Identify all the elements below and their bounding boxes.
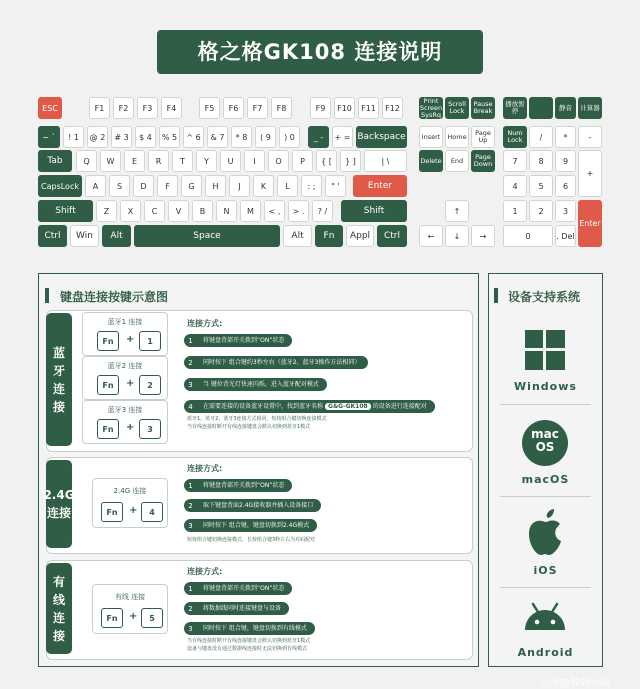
wireless-title: 2.4G 连接 <box>113 487 147 495</box>
key-tab: Tab <box>38 150 72 172</box>
os-android-label: Android <box>517 646 574 659</box>
bt1-title: 蓝牙1 连接 <box>107 318 143 326</box>
bt1-num-key: 1 <box>139 331 161 351</box>
os-separator-1 <box>500 404 591 405</box>
key-semicolon: : ; <box>301 175 322 197</box>
key-b: B <box>192 200 213 222</box>
wired-num-key: 5 <box>141 608 163 628</box>
key-num-7: 7 <box>503 150 527 172</box>
key-play-pause: 播放暂停 <box>503 97 527 119</box>
bt-method-title: 连接方式: <box>187 319 223 328</box>
wired-step-3: 3 同时按下 组合键，键盘切换到有线模式 <box>184 621 315 636</box>
key-f12: F12 <box>382 97 403 119</box>
key-scroll-lock: Scroll Lock <box>445 97 469 119</box>
os-separator-3 <box>500 587 591 588</box>
key-i: I <box>244 150 265 172</box>
key-arrow-up: ↑ <box>445 200 469 222</box>
wireless-method-title: 连接方式: <box>187 464 223 473</box>
key-shift-left: Shift <box>38 200 93 222</box>
page-title: 格之格GK108 连接说明 <box>157 30 483 74</box>
key-quote: " ' <box>325 175 346 197</box>
wired-step-1: 1 将键盘背部开关拨到“ON”状态 <box>184 581 315 596</box>
key-ctrl-right: Ctrl <box>377 225 407 247</box>
key-space: Space <box>134 225 280 247</box>
os-macos-label: macOS <box>521 473 570 486</box>
macos-icon: mac OS <box>522 420 568 466</box>
header-bar <box>45 288 49 303</box>
key-f8: F8 <box>271 97 292 119</box>
bt-device-name: G&G-GK108 <box>325 403 371 410</box>
key-f9: F9 <box>310 97 331 119</box>
bt2-title: 蓝牙2 连接 <box>107 362 143 370</box>
wireless-plus: + <box>129 505 138 516</box>
android-icon <box>523 600 567 632</box>
key-num-2: 2 <box>529 200 553 222</box>
key-x: X <box>120 200 141 222</box>
key-h: H <box>205 175 226 197</box>
key-num-4: 4 <box>503 175 527 197</box>
bt3-fn-key: Fn <box>97 419 119 439</box>
key-fn: Fn <box>315 225 343 247</box>
wired-plus: + <box>129 611 138 622</box>
key-alt-left: Alt <box>102 225 131 247</box>
key-comma: < , <box>264 200 285 222</box>
os-windows-label: Windows <box>514 380 577 393</box>
key-enter: Enter <box>353 175 407 197</box>
key-d: D <box>133 175 154 197</box>
keyboard <box>0 0 640 260</box>
wireless-num-key: 4 <box>141 502 163 522</box>
key-a: A <box>85 175 106 197</box>
key-p: P <box>292 150 313 172</box>
key-f7: F7 <box>247 97 268 119</box>
key-num-3: 3 <box>555 200 576 222</box>
key-f10: F10 <box>334 97 355 119</box>
key-f2: F2 <box>113 97 134 119</box>
key-v: V <box>168 200 189 222</box>
bt2-plus: + <box>126 378 135 389</box>
key-num-plus: + <box>578 150 602 197</box>
key-num-del: . Del <box>555 225 576 247</box>
wireless-steps <box>184 478 321 533</box>
wireless-step-2: 2 取下键盘背面2.4G接收器并插入设备接口 <box>184 498 321 513</box>
key-t: T <box>172 150 193 172</box>
key-6: ^ 6 <box>183 126 204 148</box>
key-num-multiply: * <box>555 126 576 148</box>
key-f1: F1 <box>89 97 110 119</box>
os-ios-label: iOS <box>533 564 558 577</box>
wireless-step-1: 1 将键盘背部开关拨到“ON”状态 <box>184 478 321 493</box>
key-calculator: 计算器 <box>578 97 602 119</box>
wired-step-2: 2 将数据线同时连接键盘与设备 <box>184 601 315 616</box>
key-num-6: 6 <box>555 175 576 197</box>
key-k: K <box>253 175 274 197</box>
key-capslock: CapsLock <box>38 175 82 197</box>
key-equal: + = <box>332 126 353 148</box>
wireless-notes: 短按组合键切换连接模式，长按组合键3秒左右为对码配对 <box>187 537 316 543</box>
key-q: Q <box>76 150 97 172</box>
key-num-0: 0 <box>503 225 553 247</box>
key-home: Home <box>445 126 469 148</box>
key-l: L <box>277 175 298 197</box>
key-backslash: | \ <box>364 150 407 172</box>
key-numlock: Num Lock <box>503 126 527 148</box>
bt3-title: 蓝牙3 连接 <box>107 406 143 414</box>
key-f5: F5 <box>199 97 220 119</box>
wireless-step-3: 3 同时按下 组合键，键盘切换到2.4G模式 <box>184 518 321 533</box>
wired-combo <box>92 584 168 634</box>
key-minus: _ - <box>308 126 329 148</box>
bt-step-2: 2 同时按下 组合键约3秒左右（蓝牙2、蓝牙3操作方法相同） <box>184 355 435 370</box>
key-o: O <box>268 150 289 172</box>
key-num-8: 8 <box>529 150 553 172</box>
key-alt-right: Alt <box>283 225 312 247</box>
wired-fn-key: Fn <box>101 608 123 628</box>
wired-label: 有线连接 <box>46 563 72 654</box>
wireless-fn-key: Fn <box>101 502 123 522</box>
os-panel-header: 设备支持系统 <box>508 290 581 304</box>
key-end: End <box>445 150 469 172</box>
key-f3: F3 <box>137 97 158 119</box>
bluetooth-label: 蓝牙连接 <box>46 313 72 446</box>
wired-steps <box>184 581 315 636</box>
key-3: # 3 <box>111 126 132 148</box>
key-media-blank <box>529 97 553 119</box>
bt-step-4: 4 在需要连接的设备蓝牙设置中，找到蓝牙名称 G&G-GK108 的设备进行连接配对 <box>184 399 435 414</box>
key-print-screen: Print Screen SysRq <box>419 96 443 119</box>
key-arrow-down: ↓ <box>445 225 469 247</box>
bt-step-1: 1 将键盘背部开关拨到“ON”状态 <box>184 333 435 348</box>
key-c: C <box>144 200 165 222</box>
key-s: S <box>109 175 130 197</box>
bt1-fn-key: Fn <box>97 331 119 351</box>
key-f4: F4 <box>161 97 182 119</box>
key-7: & 7 <box>207 126 228 148</box>
key-tilde: ~ ` <box>38 126 60 148</box>
key-1: ! 1 <box>63 126 84 148</box>
key-y: Y <box>196 150 217 172</box>
key-page-down: Page Down <box>471 150 495 172</box>
key-arrow-right: → <box>471 225 495 247</box>
key-appl: Appl <box>346 225 374 247</box>
bt-notes: 蓝牙1、蓝牙2、蓝牙3连接方式相同，短按组合键切换连接模式 当有线连接时断开有线连接键盘会默认切换到蓝牙1模式 <box>187 416 327 430</box>
key-esc: ESC <box>38 97 62 119</box>
key-0: ) 0 <box>279 126 300 148</box>
os-separator-2 <box>500 496 591 497</box>
connection-panel-header: 键盘连接按键示意图 <box>60 290 169 304</box>
wired-notes: 当有线连接时断开有线连接键盘会默认切换到蓝牙1模式 设备与键盘没有通过数据线连接时无法切换到有线模式 <box>187 638 311 652</box>
key-period: > . <box>288 200 309 222</box>
wireless-combo <box>92 478 168 528</box>
key-delete: Delete <box>419 150 443 172</box>
key-n: N <box>216 200 237 222</box>
bt1-plus: + <box>126 334 135 345</box>
wired-title: 有线 连接 <box>114 593 146 601</box>
key-m: M <box>240 200 261 222</box>
bt3-plus: + <box>126 422 135 433</box>
key-f11: F11 <box>358 97 379 119</box>
key-num-enter: Enter <box>578 200 602 247</box>
key-f: F <box>157 175 178 197</box>
key-num-1: 1 <box>503 200 527 222</box>
apple-icon <box>525 508 565 558</box>
bt-steps <box>184 333 435 414</box>
key-w: W <box>100 150 121 172</box>
key-arrow-left: ← <box>419 225 443 247</box>
bt-step-3: 3 当 键位背光灯快速闪烁，进入蓝牙配对模式 <box>184 377 435 392</box>
key-2: @ 2 <box>87 126 108 148</box>
key-bracket-right: } ] <box>340 150 361 172</box>
key-bracket-left: { [ <box>316 150 337 172</box>
bt3-combo <box>82 400 168 444</box>
bt2-combo <box>82 356 168 400</box>
wired-method-title: 连接方式: <box>187 567 223 576</box>
key-ctrl-left: Ctrl <box>38 225 67 247</box>
key-z: Z <box>96 200 117 222</box>
key-mute: 静音 <box>555 97 576 119</box>
watermark: 头条@数码小屋 <box>540 678 610 689</box>
key-9: ( 9 <box>255 126 276 148</box>
key-num-9: 9 <box>555 150 576 172</box>
key-num-divide: / <box>529 126 553 148</box>
key-pause-break: Pause Break <box>471 97 495 119</box>
bt2-num-key: 2 <box>139 375 161 395</box>
key-5: % 5 <box>159 126 180 148</box>
key-num-5: 5 <box>529 175 553 197</box>
key-shift-right: Shift <box>341 200 407 222</box>
key-win: Win <box>70 225 99 247</box>
key-f6: F6 <box>223 97 244 119</box>
key-insert: Insert <box>419 126 443 148</box>
key-r: R <box>148 150 169 172</box>
key-u: U <box>220 150 241 172</box>
bt3-num-key: 3 <box>139 419 161 439</box>
key-slash: ? / <box>312 200 333 222</box>
wireless-label: 2.4G连接 <box>46 460 72 548</box>
windows-icon <box>525 330 565 370</box>
key-page-up: Page Up <box>471 126 495 148</box>
key-e: E <box>124 150 145 172</box>
key-backspace: Backspace <box>356 126 407 148</box>
key-8: * 8 <box>231 126 252 148</box>
key-4: $ 4 <box>135 126 156 148</box>
os-header-bar <box>494 288 498 303</box>
bt1-combo <box>82 312 168 356</box>
bt2-fn-key: Fn <box>97 375 119 395</box>
key-j: J <box>229 175 250 197</box>
key-num-minus: - <box>578 126 602 148</box>
key-g: G <box>181 175 202 197</box>
